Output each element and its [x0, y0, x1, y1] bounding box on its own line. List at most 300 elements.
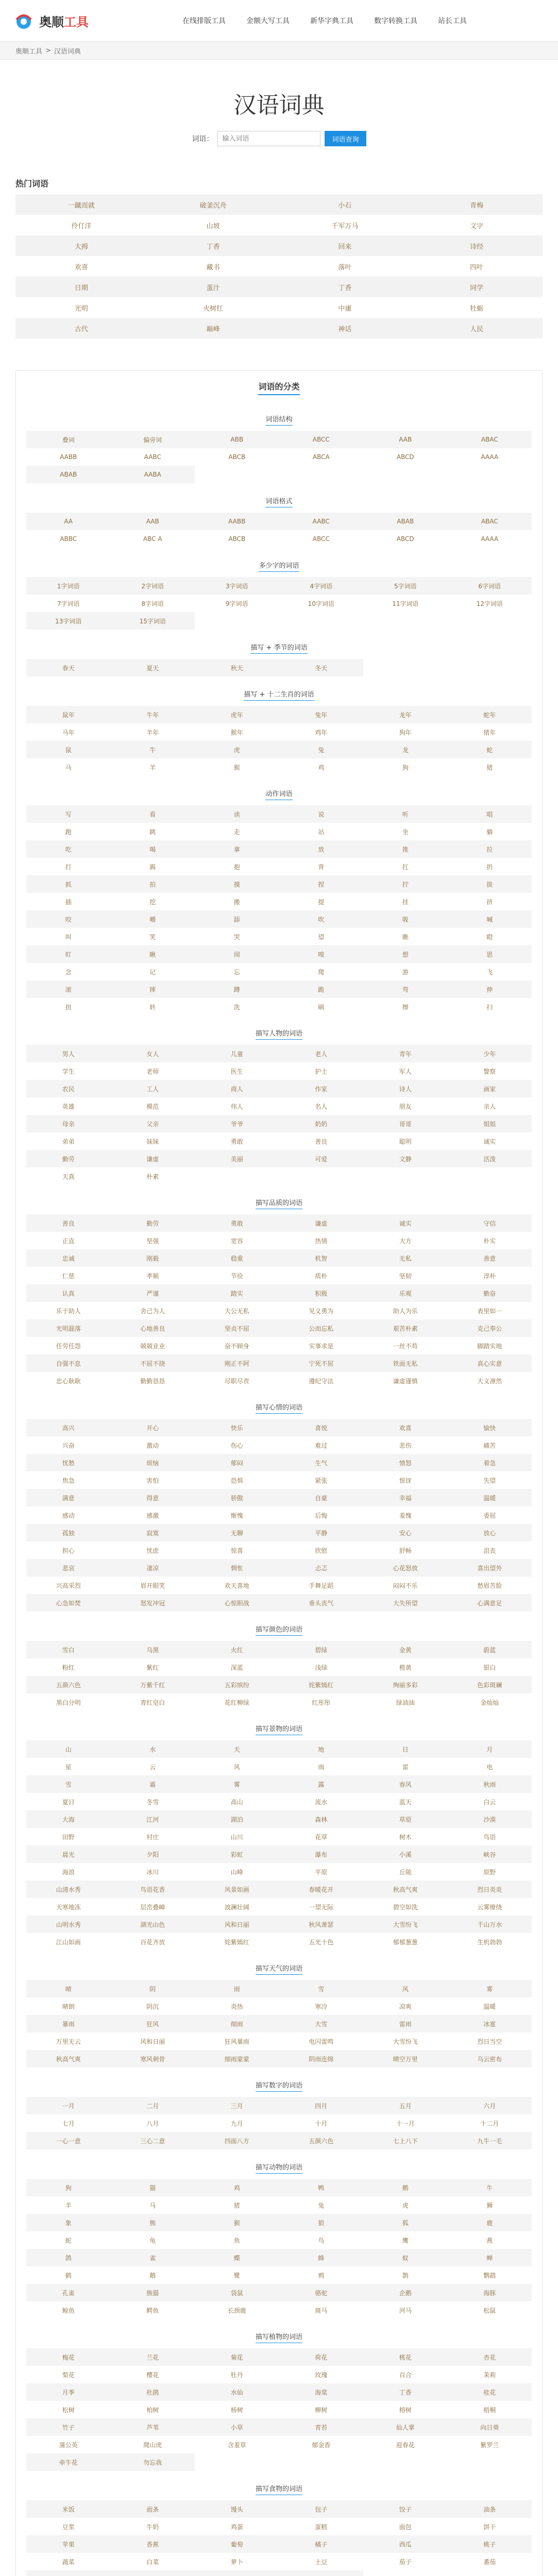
word-link[interactable]: 原野 [483, 1868, 496, 1876]
hot-word-link[interactable]: 藏书 [206, 263, 220, 272]
word-link[interactable]: AAB [363, 431, 448, 448]
word-link[interactable]: 谦虚谨慎 [393, 1377, 418, 1385]
word-link[interactable]: 坚韧 [399, 1272, 412, 1280]
word-link[interactable]: 偏旁词 [111, 431, 195, 448]
word-link[interactable]: 金灿灿 [480, 1699, 499, 1706]
word-link[interactable]: 不屈不挠 [111, 1354, 195, 1372]
word-link[interactable]: 画家 [448, 1080, 532, 1097]
word-link[interactable]: 仙人掌 [363, 2418, 448, 2436]
word-link[interactable]: 玫瑰 [315, 2371, 328, 2379]
word-link[interactable]: 春天 [26, 659, 111, 676]
word-link[interactable]: 摸 [195, 875, 279, 893]
word-link[interactable]: 叫 [65, 933, 72, 941]
word-link[interactable]: 转 [149, 1003, 156, 1011]
word-link[interactable]: 细雨 [195, 2015, 279, 2032]
word-link[interactable]: 云雾缭绕 [477, 1903, 502, 1911]
word-link[interactable]: 美丽 [195, 1150, 279, 1167]
word-link[interactable]: 香蕉 [111, 2535, 195, 2553]
word-link[interactable]: ABBC [60, 535, 77, 543]
word-link[interactable]: 五月 [363, 2097, 448, 2114]
hot-word-link[interactable]: 古代 [15, 318, 147, 338]
word-link[interactable]: 搬 [233, 898, 240, 906]
word-link[interactable]: 高兴 [26, 1419, 111, 1436]
hot-word-link[interactable]: 光明 [74, 304, 88, 313]
word-link[interactable]: 寂寞 [111, 1524, 195, 1541]
word-link[interactable]: 见义勇为 [309, 1307, 334, 1315]
word-link[interactable]: 企鹅 [363, 2284, 448, 2301]
word-link[interactable]: 怒发冲冠 [111, 1594, 195, 1612]
word-link[interactable]: 摔 [111, 980, 195, 998]
word-link[interactable]: 包子 [279, 2500, 364, 2518]
word-link[interactable]: 念 [65, 968, 72, 976]
word-link[interactable]: 商人 [195, 1080, 279, 1097]
word-link[interactable]: 拍 [111, 875, 195, 893]
word-link[interactable]: 勿忘我 [111, 2453, 195, 2471]
word-link[interactable]: 13字词语 [26, 612, 111, 630]
word-link[interactable]: 光明磊落 [26, 1319, 111, 1337]
hot-word-link[interactable]: 诗经 [411, 235, 543, 256]
word-link[interactable]: 鼠年 [26, 706, 111, 723]
word-link[interactable]: 克己奉公 [448, 1319, 532, 1337]
word-link[interactable]: 白云 [483, 1798, 496, 1806]
word-link[interactable]: 小草 [195, 2418, 279, 2436]
word-link[interactable]: 嚼 [111, 910, 195, 928]
word-link[interactable]: 开心 [111, 1419, 195, 1436]
word-link[interactable]: 紫罗兰 [480, 2441, 499, 2449]
word-link[interactable]: 晨光 [26, 1845, 111, 1863]
word-link[interactable]: 江河 [111, 1810, 195, 1828]
word-link[interactable]: 勇敢 [230, 1138, 243, 1145]
word-link[interactable]: 秋雨 [448, 1775, 532, 1793]
hot-word-link[interactable]: 小石 [279, 194, 411, 215]
word-link[interactable]: 爷爷 [195, 1115, 279, 1132]
word-link[interactable]: 惊喜 [230, 1547, 243, 1554]
word-link[interactable]: 快乐 [195, 1419, 279, 1436]
word-link[interactable]: 风 [363, 1980, 448, 1997]
word-link[interactable]: 山 [26, 1740, 111, 1758]
word-link[interactable]: AABC [279, 513, 364, 530]
word-link[interactable]: 文静 [363, 1150, 448, 1167]
word-link[interactable]: 舍己为人 [140, 1307, 165, 1315]
word-link[interactable]: 铁面无私 [363, 1354, 448, 1372]
word-link[interactable]: 蚁 [363, 2249, 448, 2266]
word-link[interactable]: 细雨蒙蒙 [195, 2050, 279, 2067]
word-link[interactable]: 星 [65, 1763, 72, 1771]
word-link[interactable]: 眉开眼笑 [140, 1582, 165, 1589]
word-link[interactable]: 温暖 [448, 1489, 532, 1506]
word-link[interactable]: 春暖花开 [279, 1880, 364, 1898]
word-link[interactable]: 柳树 [315, 2406, 328, 2414]
word-link[interactable]: 虎 [402, 2201, 409, 2209]
word-link[interactable]: 蒲公英 [59, 2441, 78, 2449]
word-link[interactable]: 15字词语 [111, 612, 195, 630]
word-link[interactable]: 忠心耿耿 [56, 1377, 81, 1385]
word-link[interactable]: 站 [318, 828, 325, 836]
word-link[interactable]: 八月 [146, 2120, 159, 2127]
word-link[interactable]: 大方 [399, 1237, 412, 1245]
word-link[interactable]: 阴 [111, 1980, 195, 1997]
word-link[interactable]: 扭 [65, 1003, 72, 1011]
word-link[interactable]: 提 [318, 898, 325, 906]
word-link[interactable]: 茄子 [399, 2558, 412, 2566]
word-link[interactable]: 农民 [26, 1080, 111, 1097]
word-link[interactable]: 拉 [448, 840, 532, 858]
word-link[interactable]: 牛 [111, 741, 195, 758]
hot-word-link[interactable]: 四叶 [470, 263, 484, 272]
word-link[interactable]: 节俭 [230, 1272, 243, 1280]
word-link[interactable]: 欣慰 [315, 1547, 328, 1554]
word-link[interactable]: ABCC [312, 535, 330, 543]
word-link[interactable]: 三月 [195, 2097, 279, 2114]
word-link[interactable]: 少年 [448, 1045, 532, 1062]
word-link[interactable]: 天真 [62, 1173, 75, 1180]
word-link[interactable]: 夏日 [62, 1798, 75, 1806]
word-link[interactable]: 亲人 [483, 1103, 496, 1110]
word-link[interactable]: 弟弟 [62, 1138, 75, 1145]
word-link[interactable]: 四月 [279, 2097, 364, 2114]
word-link[interactable]: 羊 [65, 2201, 72, 2209]
word-link[interactable]: 五颜六色 [279, 2132, 364, 2149]
word-link[interactable]: 走 [233, 828, 240, 836]
word-link[interactable]: 晴 [26, 1980, 111, 1997]
word-link[interactable]: 荷花 [279, 2348, 364, 2366]
word-link[interactable]: 一心一意 [26, 2132, 111, 2149]
word-link[interactable]: 牡丹 [230, 2371, 243, 2379]
word-link[interactable]: 千山万水 [448, 1916, 532, 1933]
word-link[interactable]: 鳄鱼 [146, 2307, 159, 2314]
word-link[interactable]: 男人 [26, 1045, 111, 1062]
word-link[interactable]: 馒头 [195, 2500, 279, 2518]
word-link[interactable]: 瞅 [111, 945, 195, 963]
word-link[interactable]: 猪 [486, 764, 493, 771]
word-link[interactable]: 夏天 [111, 659, 195, 676]
word-link[interactable]: 鸡 [195, 2179, 279, 2196]
word-link[interactable]: AA [26, 513, 111, 530]
word-link[interactable]: 挂 [402, 898, 409, 906]
word-link[interactable]: 勇敢 [195, 1214, 279, 1232]
word-link[interactable]: 挤 [486, 898, 493, 906]
word-link[interactable]: 鹭 [233, 2272, 240, 2279]
word-link[interactable]: 风 [233, 1763, 240, 1771]
word-link[interactable]: 真心实意 [448, 1354, 532, 1372]
word-link[interactable]: 龟 [149, 2236, 156, 2244]
word-link[interactable]: 姹紫嫣红 [279, 1676, 364, 1693]
word-link[interactable]: 峡谷 [448, 1845, 532, 1863]
word-link[interactable]: 冬天 [279, 659, 364, 676]
word-link[interactable]: 坚贞不屈 [195, 1319, 279, 1337]
word-link[interactable]: 柏树 [146, 2406, 159, 2414]
word-link[interactable]: 海棠 [279, 2383, 364, 2401]
word-link[interactable]: 大公无私 [224, 1307, 249, 1315]
nav-link[interactable]: 数字转换工具 [374, 17, 417, 25]
word-link[interactable]: 飞 [486, 968, 493, 976]
word-link[interactable]: 电 [486, 1763, 493, 1771]
word-link[interactable]: 蛋糕 [315, 2523, 328, 2531]
word-link[interactable]: 紫红 [146, 1664, 159, 1671]
hot-word-link[interactable]: 千军万马 [331, 222, 359, 230]
word-link[interactable]: 猴 [195, 2214, 279, 2231]
word-link[interactable]: 听 [363, 805, 448, 823]
word-link[interactable]: 地 [279, 1740, 364, 1758]
word-link[interactable]: 兔 [318, 2201, 325, 2209]
word-link[interactable]: 老人 [279, 1045, 364, 1062]
word-link[interactable]: 宁死不屈 [279, 1354, 364, 1372]
word-link[interactable]: 蔚蓝 [448, 1641, 532, 1658]
word-link[interactable]: ABAC [448, 431, 532, 448]
word-link[interactable]: ABAC [448, 513, 532, 530]
word-link[interactable]: 母亲 [26, 1115, 111, 1132]
hot-word-link[interactable]: 火树红 [203, 304, 224, 313]
word-link[interactable]: 蛇 [448, 741, 532, 758]
word-link[interactable]: 11字词语 [392, 600, 419, 607]
word-link[interactable]: 紧张 [315, 1477, 328, 1484]
word-link[interactable]: 彩虹 [195, 1845, 279, 1863]
word-link[interactable]: 吃 [26, 840, 111, 858]
word-link[interactable]: 悲伤 [399, 1442, 412, 1449]
word-link[interactable]: 山川 [230, 1833, 243, 1841]
word-link[interactable]: 跳 [149, 828, 156, 836]
word-link[interactable]: 杜鹃 [111, 2383, 195, 2401]
word-link[interactable]: 袋鼠 [195, 2284, 279, 2301]
search-button[interactable]: 词语查询 [325, 131, 366, 146]
word-link[interactable]: 瞪 [486, 933, 493, 941]
word-link[interactable]: 土豆 [315, 2558, 328, 2566]
word-link[interactable]: 扔 [486, 863, 493, 871]
word-link[interactable]: 猫 [111, 2179, 195, 2196]
word-link[interactable]: 委屈 [483, 1512, 496, 1519]
word-link[interactable]: 忘 [233, 968, 240, 976]
word-link[interactable]: 花草 [315, 1833, 328, 1841]
word-link[interactable]: 闷闷不乐 [393, 1582, 418, 1589]
word-link[interactable]: 2字词语 [111, 577, 195, 595]
word-link[interactable]: 雨 [318, 1763, 325, 1771]
word-link[interactable]: 油条 [448, 2500, 532, 2518]
word-link[interactable]: 尽职尽责 [224, 1377, 249, 1385]
word-link[interactable]: 桃花 [363, 2348, 448, 2366]
word-link[interactable]: 唱 [448, 805, 532, 823]
word-link[interactable]: 雪白 [26, 1641, 111, 1658]
word-link[interactable]: 背 [318, 863, 325, 871]
word-link[interactable]: 愤怒 [363, 1454, 448, 1471]
word-link[interactable]: 二月 [111, 2097, 195, 2114]
word-link[interactable]: 勤劳 [111, 1214, 195, 1232]
word-link[interactable]: 梧桐 [483, 2406, 496, 2414]
word-link[interactable]: 雾 [448, 1980, 532, 1997]
word-link[interactable]: 熊猫 [111, 2284, 195, 2301]
word-link[interactable]: 狂风 [111, 2015, 195, 2032]
word-link[interactable]: 滚 [26, 980, 111, 998]
word-link[interactable]: 幸福 [363, 1489, 448, 1506]
word-link[interactable]: 月季 [26, 2383, 111, 2401]
word-link[interactable]: 后悔 [315, 1512, 328, 1519]
word-link[interactable]: 心惊胆战 [195, 1594, 279, 1612]
word-link[interactable]: 兔年 [279, 706, 364, 723]
word-link[interactable]: 打 [65, 863, 72, 871]
word-link[interactable]: 愁眉苦脸 [477, 1582, 502, 1589]
word-link[interactable]: 谦虚 [279, 1214, 364, 1232]
word-link[interactable]: 茉莉 [483, 2371, 496, 2379]
word-link[interactable]: 马 [65, 764, 72, 771]
word-link[interactable]: 大义凛然 [477, 1377, 502, 1385]
word-link[interactable]: 艰苦朴素 [363, 1319, 448, 1337]
word-link[interactable]: 诗人 [363, 1080, 448, 1097]
word-link[interactable]: 马年 [62, 728, 75, 736]
word-link[interactable]: 燕 [486, 2236, 493, 2244]
hot-word-link[interactable]: 丁香 [279, 277, 411, 297]
word-link[interactable]: 惭愧 [230, 1512, 243, 1519]
word-link[interactable]: 秋天 [195, 659, 279, 676]
word-link[interactable]: 担心 [62, 1547, 75, 1554]
word-link[interactable]: AAB [111, 513, 195, 530]
word-link[interactable]: 草原 [363, 1810, 448, 1828]
word-link[interactable]: 说 [279, 805, 364, 823]
word-link[interactable]: 云 [149, 1763, 156, 1771]
word-link[interactable]: 公而忘私 [279, 1319, 364, 1337]
word-link[interactable]: 思 [448, 945, 532, 963]
word-link[interactable]: 江山如画 [56, 1938, 81, 1946]
word-link[interactable]: 银白 [483, 1664, 496, 1671]
word-link[interactable]: 得意 [111, 1489, 195, 1506]
word-link[interactable]: 拔 [448, 875, 532, 893]
word-link[interactable]: 兴高采烈 [56, 1582, 81, 1589]
word-link[interactable]: 象 [26, 2214, 111, 2231]
site-logo[interactable] [12, 9, 182, 32]
word-link[interactable]: 谦虚 [111, 1150, 195, 1167]
word-link[interactable]: 弯 [363, 980, 448, 998]
word-link[interactable]: 蜂 [279, 2249, 364, 2266]
word-link[interactable]: 看 [111, 805, 195, 823]
word-link[interactable]: 十月 [315, 2120, 328, 2127]
word-link[interactable]: 痛苦 [483, 1442, 496, 1449]
word-link[interactable]: 勤劳 [26, 1150, 111, 1167]
word-link[interactable]: 军人 [399, 1067, 412, 1075]
word-link[interactable]: 百花齐放 [140, 1938, 165, 1946]
word-link[interactable]: 严谨 [111, 1284, 195, 1302]
word-link[interactable]: 猪年 [483, 728, 496, 736]
word-link[interactable]: 无聊 [195, 1524, 279, 1541]
word-link[interactable]: 阴雨连绵 [279, 2050, 364, 2067]
word-link[interactable]: AABA [111, 466, 195, 483]
word-link[interactable]: 天 [195, 1740, 279, 1758]
word-link[interactable]: 万紫千红 [111, 1676, 195, 1693]
word-link[interactable]: 乌黑 [111, 1641, 195, 1658]
word-link[interactable]: 树木 [399, 1833, 412, 1841]
word-link[interactable]: 12字词语 [476, 600, 503, 607]
hot-word-link[interactable]: 神话 [279, 318, 411, 338]
hot-word-link[interactable]: 伶仃洋 [71, 222, 92, 230]
word-link[interactable]: 心花怒放 [363, 1559, 448, 1577]
word-link[interactable]: 想 [363, 945, 448, 963]
word-link[interactable]: 田野 [62, 1833, 75, 1841]
word-link[interactable]: 五颜六色 [26, 1676, 111, 1693]
word-link[interactable]: 生机勃勃 [477, 1938, 502, 1946]
word-link[interactable]: 湖光山色 [111, 1916, 195, 1933]
word-link[interactable]: 高山 [230, 1798, 243, 1806]
word-link[interactable]: 朴实 [483, 1237, 496, 1245]
word-link[interactable]: 闻 [195, 945, 279, 963]
word-link[interactable]: 热情 [315, 1237, 328, 1245]
word-link[interactable]: 10字词语 [308, 600, 334, 607]
word-link[interactable]: 捏 [279, 875, 364, 893]
word-link[interactable]: 推 [363, 840, 448, 858]
word-link[interactable]: 宽容 [230, 1237, 243, 1245]
word-link[interactable]: 鹤 [65, 2272, 72, 2279]
word-link[interactable]: 猪 [233, 2201, 240, 2209]
word-link[interactable]: 大雪纷飞 [363, 1916, 448, 1933]
word-link[interactable]: 夕阳 [111, 1845, 195, 1863]
word-link[interactable]: 大雪纷飞 [393, 2038, 418, 2045]
word-link[interactable]: 伸 [448, 980, 532, 998]
word-link[interactable]: 羊年 [146, 728, 159, 736]
word-link[interactable]: 垂头丧气 [279, 1594, 364, 1612]
word-link[interactable]: 温暖 [483, 2003, 496, 2010]
word-link[interactable]: 雪 [26, 1775, 111, 1793]
word-link[interactable]: 脚踏实地 [477, 1342, 502, 1350]
word-link[interactable]: 诚实 [483, 1138, 496, 1145]
word-link[interactable]: 8字词语 [141, 600, 164, 607]
word-link[interactable]: 百合 [399, 2371, 412, 2379]
word-link[interactable]: 9字词语 [225, 600, 248, 607]
word-link[interactable]: 5字词语 [363, 577, 448, 595]
word-link[interactable]: AABB [195, 513, 279, 530]
word-link[interactable]: 孔雀 [26, 2284, 111, 2301]
word-link[interactable]: 水仙 [195, 2383, 279, 2401]
word-link[interactable]: 叠词 [26, 431, 111, 448]
word-link[interactable]: 风和日丽 [140, 2038, 165, 2045]
hot-word-link[interactable]: 山坡 [206, 222, 220, 230]
word-link[interactable]: 喜悦 [279, 1419, 364, 1436]
word-link[interactable]: 哭 [233, 933, 240, 941]
word-link[interactable]: 九月 [230, 2120, 243, 2127]
word-link[interactable]: 寒风刺骨 [111, 2050, 195, 2067]
word-link[interactable]: 虎年 [195, 706, 279, 723]
word-link[interactable]: 村庄 [146, 1833, 159, 1841]
word-link[interactable]: 写 [26, 805, 111, 823]
word-link[interactable]: 生气 [279, 1454, 364, 1471]
word-link[interactable]: 心急如焚 [26, 1594, 111, 1612]
word-link[interactable]: 西瓜 [363, 2535, 448, 2553]
word-link[interactable]: 放 [279, 840, 364, 858]
word-link[interactable]: 河马 [399, 2307, 412, 2314]
word-link[interactable]: 兴奋 [62, 1442, 75, 1449]
word-link[interactable]: 蛇年 [448, 706, 532, 723]
word-link[interactable]: 凄凉 [111, 1559, 195, 1577]
word-link[interactable]: 心地善良 [111, 1319, 195, 1337]
word-link[interactable]: 舒畅 [399, 1547, 412, 1554]
word-link[interactable]: 虎 [195, 741, 279, 758]
word-link[interactable]: 笑 [149, 933, 156, 941]
hot-word-link[interactable]: 牡蛎 [470, 304, 484, 313]
hot-word-link[interactable]: 回来 [279, 235, 411, 256]
word-link[interactable]: 喊 [448, 910, 532, 928]
word-link[interactable]: 蝉 [448, 2249, 532, 2266]
word-link[interactable]: 自豪 [279, 1489, 364, 1506]
word-link[interactable]: 4字词语 [279, 577, 364, 595]
word-link[interactable]: 喜出望外 [448, 1559, 532, 1577]
word-link[interactable]: 喝 [111, 840, 195, 858]
word-link[interactable]: 护士 [315, 1067, 328, 1075]
word-link[interactable]: 一月 [26, 2097, 111, 2114]
word-link[interactable]: 碧绿 [279, 1641, 364, 1658]
word-link[interactable]: 兔 [279, 741, 364, 758]
word-link[interactable]: 平原 [315, 1868, 328, 1876]
word-link[interactable]: 恐惧 [230, 1477, 243, 1484]
word-link[interactable]: 蔬菜 [62, 2558, 75, 2566]
word-link[interactable]: 蝶 [195, 2249, 279, 2266]
word-link[interactable]: 豆浆 [62, 2523, 75, 2531]
hot-word-link[interactable]: 大拇 [15, 235, 147, 256]
word-link[interactable]: 冬雪 [146, 1798, 159, 1806]
